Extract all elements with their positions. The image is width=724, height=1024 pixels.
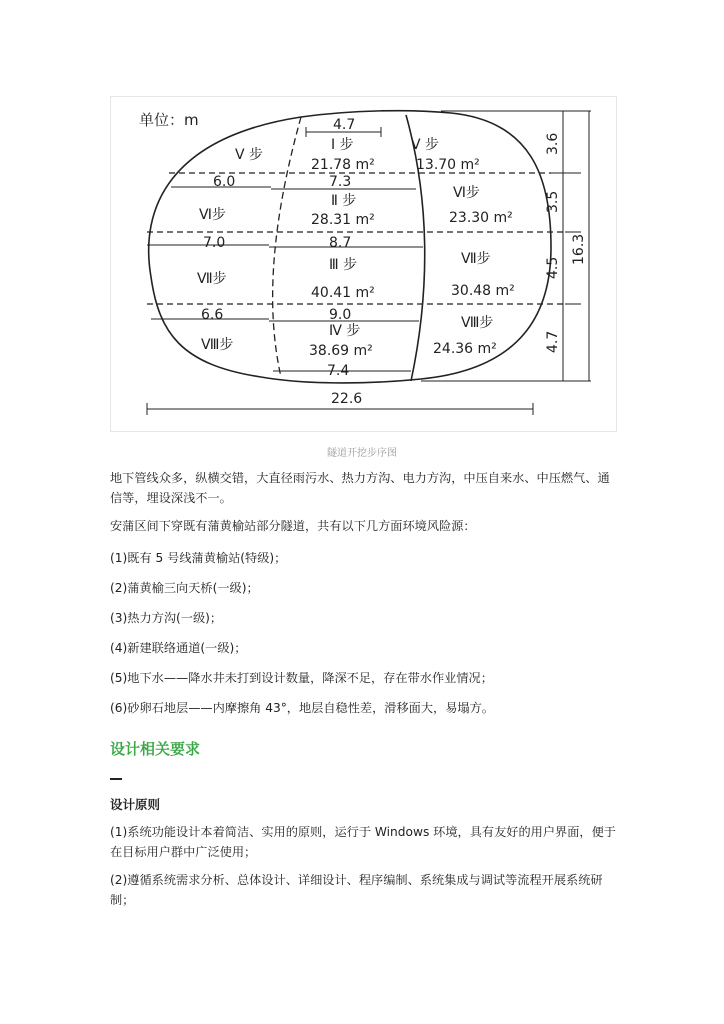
dim-row3-mid: 9.0 — [329, 307, 352, 323]
principle-2: (2)遵循系统需求分析、总体设计、详细设计、程序编制、系统集成与调试等流程开展系统研制； — [110, 873, 603, 907]
paragraph-risk-intro: 安蒲区间下穿既有蒲黄榆站部分隧道，共有以下几方面环境风险源： — [110, 519, 476, 533]
step-4-area: 38.69 m² — [309, 343, 373, 359]
dim-h4: 4.7 — [545, 330, 561, 353]
step-7-right-label: Ⅶ步 — [461, 251, 491, 267]
excavation-diagram — [111, 97, 616, 431]
step-8-right-area: 24.36 m² — [433, 341, 497, 357]
risk-item-5: (5)地下水——降水井未打到设计数量，降深不足，存在带水作业情况； — [110, 671, 493, 685]
dim-h3: 4.5 — [545, 256, 561, 279]
step-1-label: Ⅰ 步 — [331, 137, 354, 153]
step-3-label: Ⅲ 步 — [329, 257, 358, 273]
dim-total-height: 16.3 — [571, 233, 587, 265]
right-partition-wall — [406, 115, 425, 381]
step-5-right-label: Ⅴ 步 — [411, 137, 440, 153]
dim-h2: 3.5 — [545, 190, 561, 213]
step-2-label: Ⅱ 步 — [331, 193, 357, 209]
risk-item-1: (1)既有 5 号线蒲黄榆站(特级)； — [110, 551, 287, 565]
dim-bottom-mid: 7.4 — [327, 363, 350, 379]
step-8-right-label: Ⅷ步 — [461, 315, 494, 331]
risk-item-6: (6)砂卵石地层——内摩擦角 43°，地层自稳性差，滑移面大，易塌方。 — [110, 701, 494, 715]
dim-row3-left: 6.6 — [201, 307, 224, 323]
subheading: 设计原则 — [110, 797, 161, 812]
step-6-right-label: Ⅵ步 — [453, 185, 480, 201]
dim-top: 4.7 — [333, 117, 356, 133]
step-7-right-area: 30.48 m² — [451, 283, 515, 299]
step-2-area: 28.31 m² — [311, 212, 375, 228]
dim-h1: 3.6 — [545, 132, 561, 155]
risk-item-3: (3)热力方沟(一级)； — [110, 611, 223, 625]
dim-total-width: 22.6 — [331, 391, 363, 407]
principle-1: (1)系统功能设计本着简洁、实用的原则，运行于 Windows 环境，具有友好的用户界面，便于在目标用户群中广泛使用； — [110, 825, 616, 859]
dim-row2-mid: 8.7 — [329, 235, 352, 251]
paragraph-pipelines: 地下管线众多，纵横交错，大直径雨污水、热力方沟、电力方沟，中压自来水、中压燃气、通信等，埋设深浅不一。 — [110, 471, 610, 505]
figure-caption: 隧道开挖步序图 — [327, 448, 397, 459]
dim-row1-mid: 7.3 — [329, 174, 352, 190]
unit-label: 单位：m — [139, 111, 199, 129]
step-4-label: Ⅳ 步 — [329, 323, 361, 339]
step-7-left-label: Ⅶ步 — [197, 271, 227, 287]
section-dash — [110, 778, 122, 780]
step-8-left-label: Ⅷ步 — [201, 337, 234, 353]
risk-item-2: (2)蒲黄榆三向天桥(一级)； — [110, 581, 259, 595]
step-1-area: 21.78 m² — [311, 157, 375, 173]
step-5-left-label: Ⅴ 步 — [235, 147, 264, 163]
tunnel-excavation-figure — [110, 96, 617, 432]
section-title: 设计相关要求 — [110, 740, 201, 758]
step-3-area: 40.41 m² — [311, 285, 375, 301]
step-6-left-label: Ⅵ步 — [199, 207, 226, 223]
dim-row2-left: 7.0 — [203, 235, 226, 251]
dim-row1-left: 6.0 — [213, 174, 236, 190]
step-6-right-area: 23.30 m² — [449, 210, 513, 226]
risk-item-4: (4)新建联络通道(一级)； — [110, 641, 247, 655]
step-5-right-area: 13.70 m² — [416, 157, 480, 173]
